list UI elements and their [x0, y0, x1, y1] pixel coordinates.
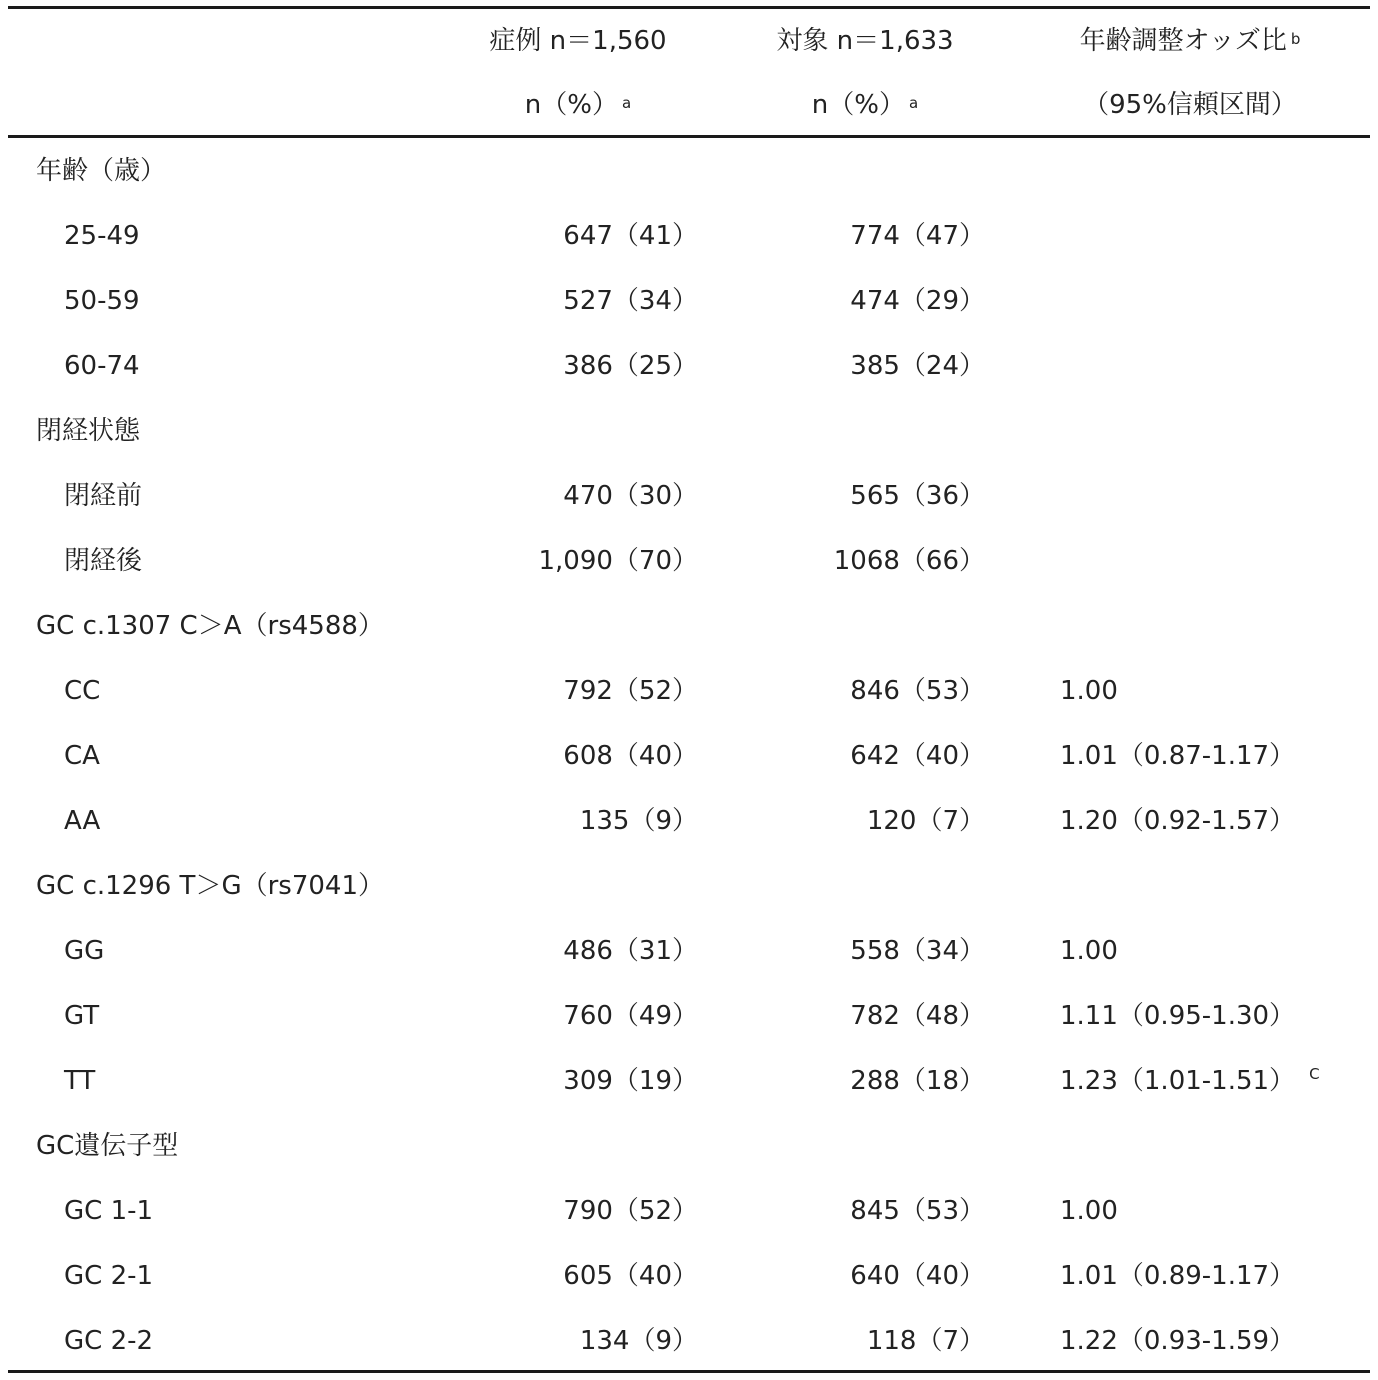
odds-ratio-cell — [1060, 739, 1295, 773]
case-count-cell: 135（9） — [579, 806, 698, 836]
case-count-cell: 134（9） — [579, 1326, 698, 1356]
case-count-cell: 647（41） — [563, 221, 698, 251]
control-count-cell: 642（40） — [850, 741, 985, 771]
row-label: CA — [64, 741, 100, 771]
row-label: 50-59 — [64, 286, 140, 316]
row-label: 閉経前 — [64, 481, 143, 511]
row-category-label: 年齢（歳） — [36, 156, 167, 186]
case-count-cell: 486（31） — [563, 936, 698, 966]
row-label: TT — [64, 1066, 96, 1096]
odds-ratio-value: 1.01（0.89-1.17） — [1060, 1261, 1296, 1291]
table-bottom-rule — [8, 1370, 1370, 1373]
odds-ratio-cell — [1060, 999, 1295, 1033]
row-label: GG — [64, 936, 105, 966]
table-top-rule — [8, 6, 1370, 9]
case-count-cell: 527（34） — [563, 286, 698, 316]
control-count-cell: 385（24） — [850, 351, 985, 381]
odds-ratio-cell — [1060, 1259, 1295, 1293]
control-count-cell: 782（48） — [850, 1001, 985, 1031]
odds-ratio-value: 1.23（1.01-1.51） — [1060, 1066, 1296, 1096]
footnote-b: b — [1290, 30, 1301, 48]
header-control-sub: n（%） $^a$ — [811, 90, 919, 120]
header-control-title: 対象 n＝1,633 — [776, 26, 954, 56]
control-count-cell: 120（7） — [866, 806, 985, 836]
odds-ratio-cell — [1060, 674, 1118, 708]
case-count-cell: 1,090（70） — [538, 546, 698, 576]
footnote-a: a — [621, 94, 632, 112]
odds-ratio-value: 1.00 — [1060, 936, 1118, 966]
case-count-cell: 792（52） — [563, 676, 698, 706]
odds-ratio-cell — [1060, 1194, 1118, 1228]
row-category-label: 閉経状態 — [36, 416, 141, 446]
row-label: GT — [64, 1001, 100, 1031]
control-count-cell: 288（18） — [850, 1066, 985, 1096]
row-label: 25-49 — [64, 221, 140, 251]
row-category-label: GC c.1296 T＞G（rs7041） — [36, 871, 384, 901]
case-count-cell: 386（25） — [563, 351, 698, 381]
control-count-cell: 474（29） — [850, 286, 985, 316]
odds-ratio-value: 1.00 — [1060, 1196, 1118, 1226]
case-count-cell: 790（52） — [563, 1196, 698, 1226]
header-or-title: 年齢調整オッズ比 $^b$ — [1079, 26, 1301, 56]
footnote-a: a — [908, 94, 919, 112]
row-label: 閉経後 — [64, 546, 143, 576]
control-count-cell: 118（7） — [866, 1326, 985, 1356]
odds-ratio-cell — [1060, 1324, 1295, 1358]
odds-ratio-cell — [1060, 804, 1295, 838]
odds-ratio-value: 1.22（0.93-1.59） — [1060, 1326, 1296, 1356]
case-count-cell: 470（30） — [563, 481, 698, 511]
odds-ratio-value: 1.01（0.87-1.17） — [1060, 741, 1296, 771]
header-or-sub: （95%信頼区間） — [1083, 90, 1297, 120]
odds-ratio-value: 1.11（0.95-1.30） — [1060, 1001, 1296, 1031]
control-count-cell: 774（47） — [850, 221, 985, 251]
row-category-label: GC遺伝子型 — [36, 1131, 179, 1161]
control-count-cell: 558（34） — [850, 936, 985, 966]
odds-ratio-cell — [1060, 934, 1118, 968]
row-label: GC 2-1 — [64, 1261, 154, 1291]
control-count-cell: 845（53） — [850, 1196, 985, 1226]
odds-ratio-cell — [1060, 1064, 1320, 1101]
row-label: 60-74 — [64, 351, 140, 381]
row-label: CC — [64, 676, 101, 706]
row-label: GC 2-2 — [64, 1326, 154, 1356]
footnote-c: C — [1309, 1065, 1320, 1083]
odds-ratio-value: 1.20（0.92-1.57） — [1060, 806, 1296, 836]
row-category-label: GC c.1307 C＞A（rs4588） — [36, 611, 384, 641]
control-count-cell: 640（40） — [850, 1261, 985, 1291]
header-case-title: 症例 n＝1,560 — [489, 26, 667, 56]
odds-ratio-value: 1.00 — [1060, 676, 1118, 706]
case-count-cell: 608（40） — [563, 741, 698, 771]
case-count-cell: 605（40） — [563, 1261, 698, 1291]
table-header-rule — [8, 135, 1370, 138]
header-case-sub: n（%） $^a$ — [524, 90, 632, 120]
case-count-cell: 760（49） — [563, 1001, 698, 1031]
case-count-cell: 309（19） — [563, 1066, 698, 1096]
control-count-cell: 846（53） — [850, 676, 985, 706]
control-count-cell: 565（36） — [850, 481, 985, 511]
control-count-cell: 1068（66） — [833, 546, 985, 576]
row-label: AA — [64, 806, 101, 836]
row-label: GC 1-1 — [64, 1196, 154, 1226]
